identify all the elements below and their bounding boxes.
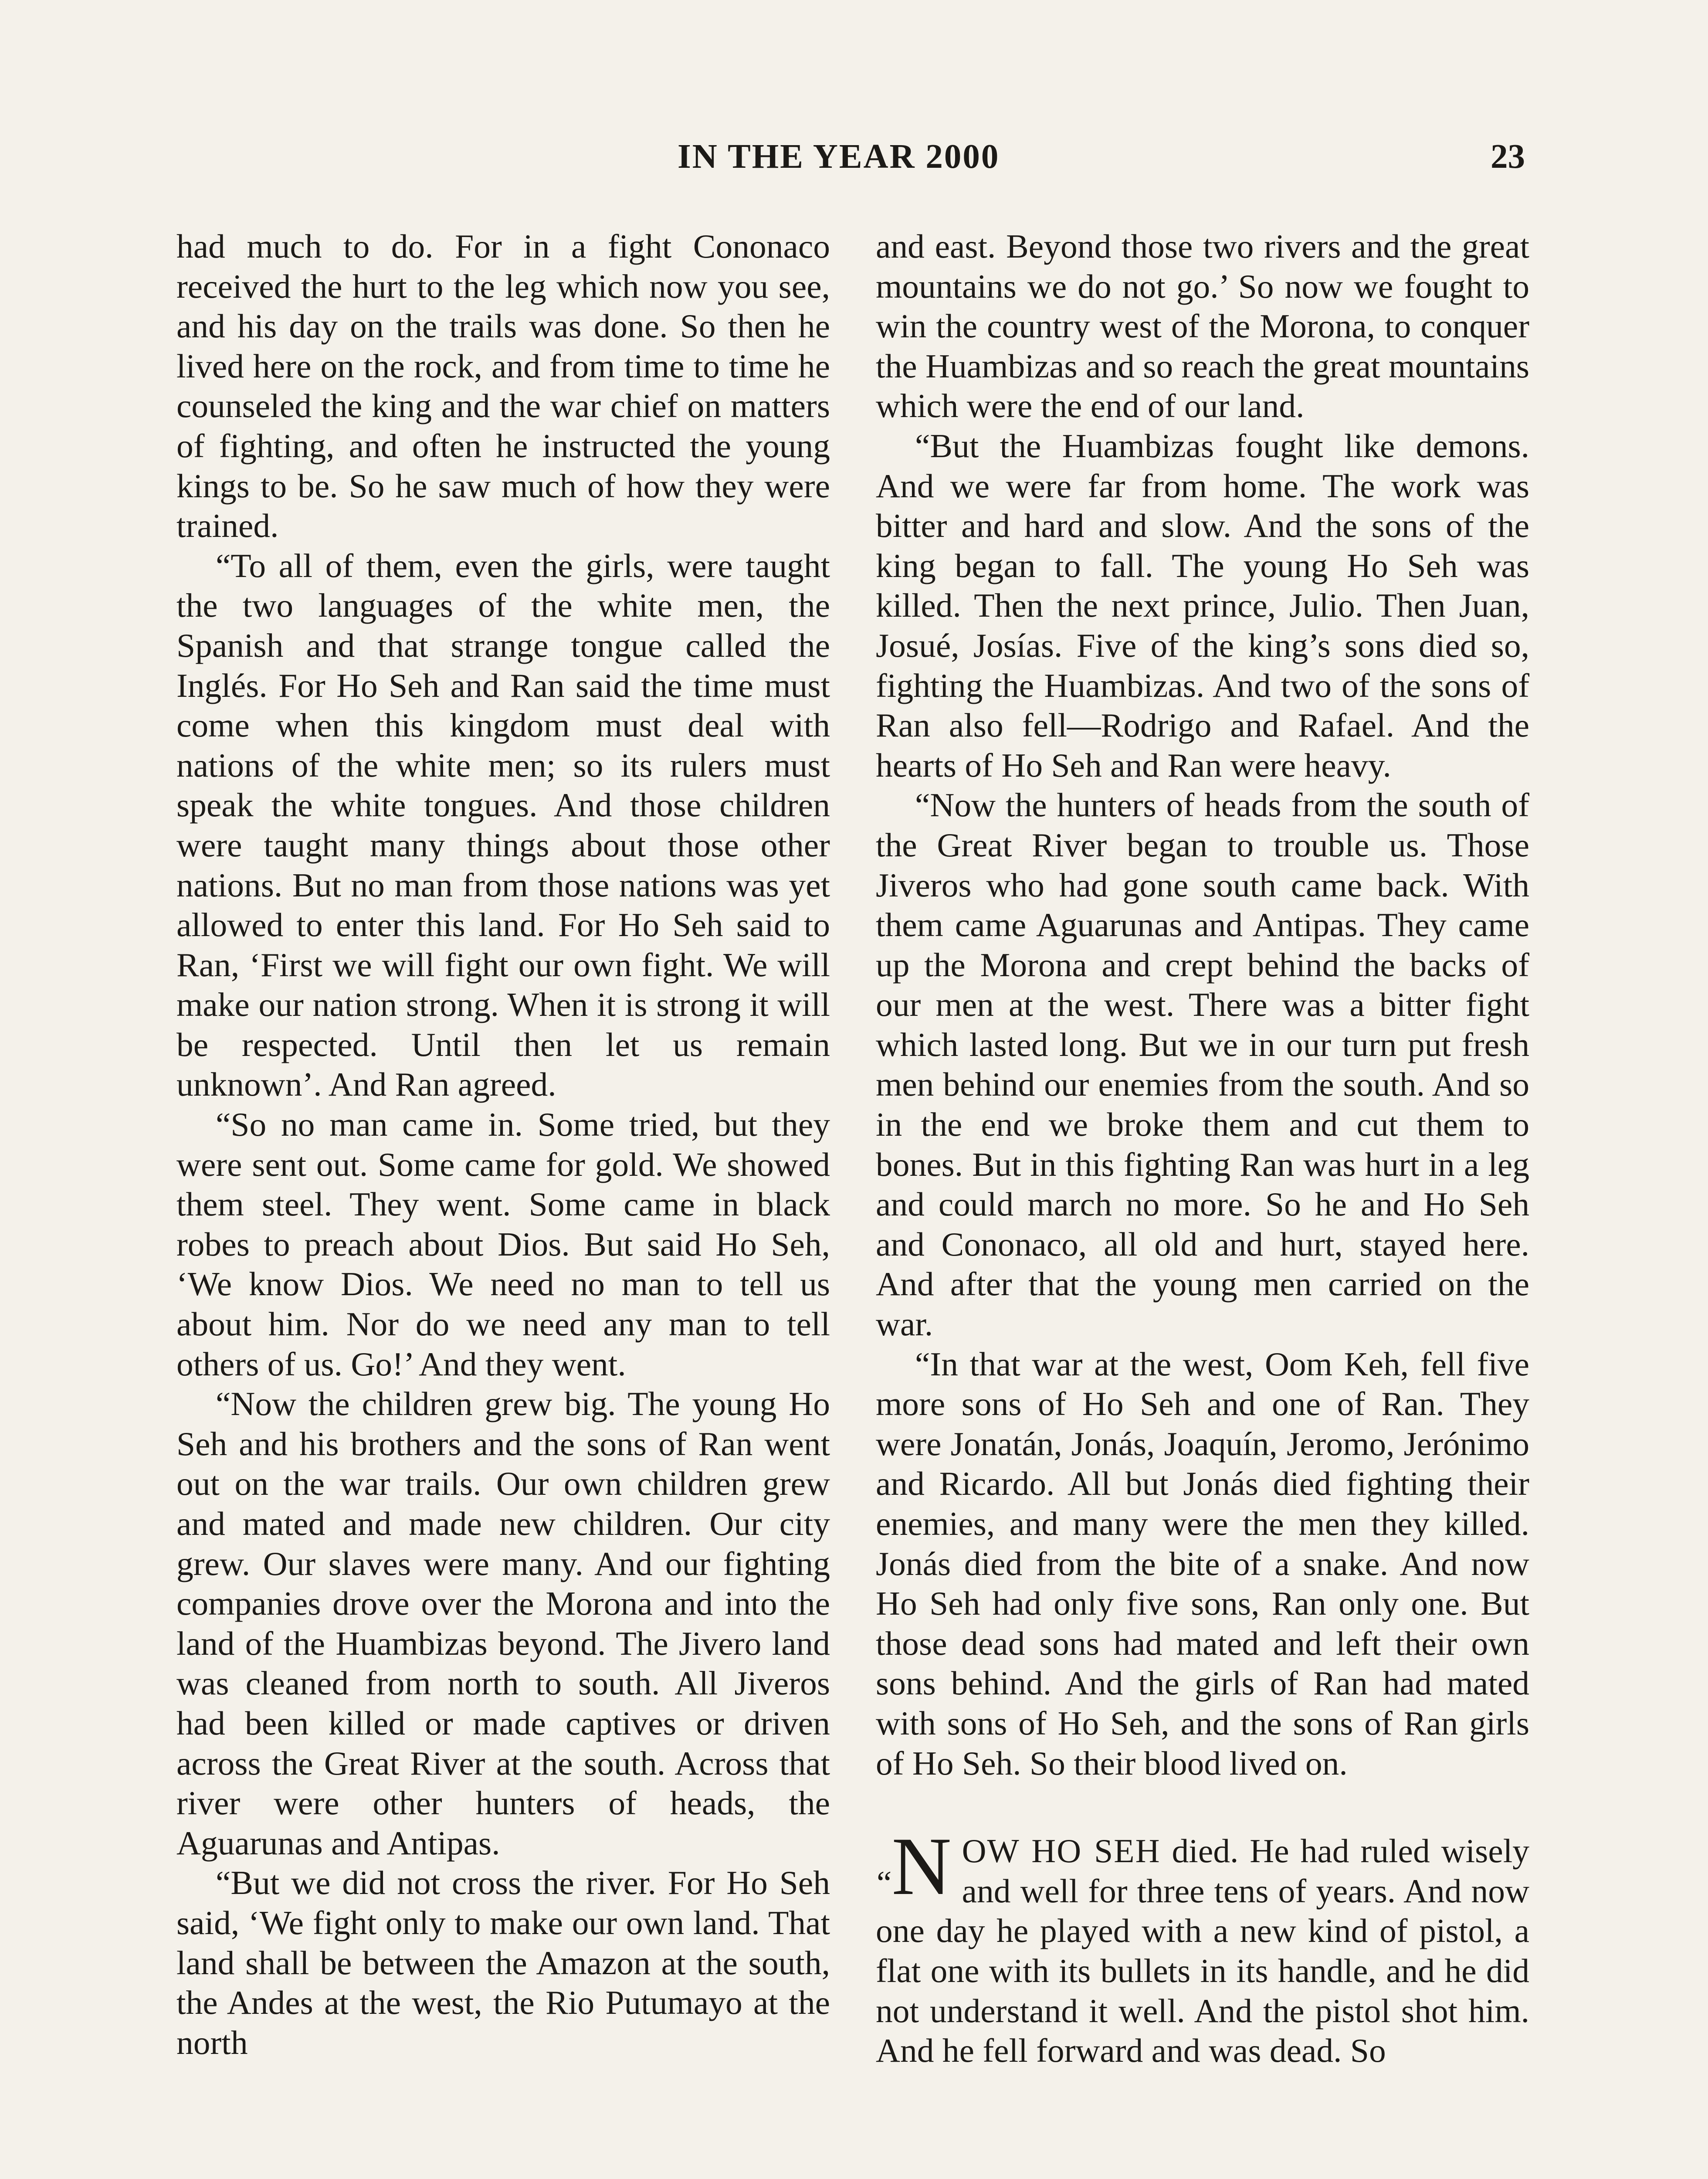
paragraph: “Now the children grew big. The young Ho Seh and his brothers and the sons of Ran went out on the war trails. Our own children grew and mated and made new children. Our city grew. Our slaves were many. And our fighting companies drove over the Morona and into the land of the Huambizas beyond. The Jivero land was cleaned from north to south. All Jiveros had been killed or made captives or driven across the Great River at the south. Across that river were other hunters of heads, the Aguarunas and Antipas. (176, 1385, 830, 1862)
paragraph: “To all of them, even the girls, were taught the two languages of the white men, the Spanish and that strange tongue called the Inglés. For Ho Seh and Ran said the time must come when this kingdom must deal with nations of the white men; so its rulers must speak the white tongues. And those children were taught many things about those other nations. But no man from those nations was yet allowed to enter this land. For Ho Seh said to Ran, ‘First we will fight our own fight. We will make our nation strong. When it is strong it will be respected. Until then let us remain unknown’. And Ran agreed. (176, 546, 830, 1103)
drop-cap-initial (877, 1821, 952, 1915)
lead-in-caps: OW HO SEH (962, 1832, 1161, 1870)
dropcap-paragraph-text: died. He had ruled wisely and well for three tens of years. And now one day he played with a new kind of pistol, a flat one with its bullets in its handle, and he did not understand it well. And the pistol shot him. And he fell forward and was dead. So (876, 1832, 1529, 2070)
paragraph: “But we did not cross the river. For Ho Seh said, ‘We fight only to make our own land. That land shall be between the Amazon at the south, the Andes at the west, the Rio Putumayo at the north (176, 1864, 830, 2061)
running-head-title: IN THE YEAR 2000 (678, 138, 1000, 176)
running-header (0, 137, 1708, 190)
section-break (876, 1783, 1529, 1831)
paragraph: had much to do. For in a fight Cononaco received the hurt to the leg which now you see, and his day on the trails was done. So then he lived here on the rock, and from time to time he counseled the king and the war chief on matters of fighting, and often he instructed the young kings to be. So he saw much of how they were trained. (176, 227, 830, 545)
dropcap-paragraph (876, 1821, 1529, 2071)
page-number: 23 (1491, 138, 1525, 176)
paragraph: “So no man came in. Some tried, but they were sent out. Some came for gold. We showed them steel. They went. Some came in black robes to preach about Dios. But said Ho Seh, ‘We know Dios. We need no man to tell us about him. Nor do we need any man to tell others of us. Go!’ And they went. (176, 1106, 830, 1383)
right-column (876, 227, 1529, 2071)
left-column (176, 227, 830, 2063)
paragraph: “In that war at the west, Oom Keh, fell five more sons of Ho Seh and one of Ran. They were Jonatán, Jonás, Joaquín, Jeromo, Jerónimo and Ricardo. All but Jonás died fighting their enemies, and many were the men they killed. Jonás died from the bite of a snake. And now Ho Seh had only five sons, Ran only one. But those dead sons had mated and left their own sons behind. And the girls of Ran had mated with sons of Ho Seh, and the sons of Ran girls of Ho Seh. So their blood lived on. (876, 1345, 1529, 1782)
drop-cap-letter: N (891, 1821, 952, 1913)
paragraph: “But the Huambizas fought like demons. And we were far from home. The work was bitter and hard and slow. And the sons of the king began to fall. The young Ho Seh was killed. Then the next prince, Julio. Then Juan, Josué, Josías. Five of the king’s sons died so, fighting the Huambizas. And two of the sons of Ran also fell—Rodrigo and Rafael. And the hearts of Ho Seh and Ran were heavy. (876, 427, 1529, 784)
paragraph: “Now the hunters of heads from the south of the Great River began to trouble us. Those Jiveros who had gone south came back. With them came Aguarunas and Antipas. They came up the Morona and crept behind the backs of our men at the west. There was a bitter fight which lasted long. But we in our turn put fresh men behind our enemies from the south. And so in the end we broke them and cut them to bones. But in this fighting Ran was hurt in a leg and could march no more. So he and Ho Seh and Cononaco, all old and hurt, stayed here. And after that the young men carried on the war. (876, 786, 1529, 1343)
drop-cap-quote-mark: “ (877, 1864, 892, 1902)
paragraph: and east. Beyond those two rivers and the great mountains we do not go.’ So now we fought to win the country west of the Morona, to conquer the Huambizas and so reach the great mountains which were the end of our land. (876, 227, 1529, 425)
